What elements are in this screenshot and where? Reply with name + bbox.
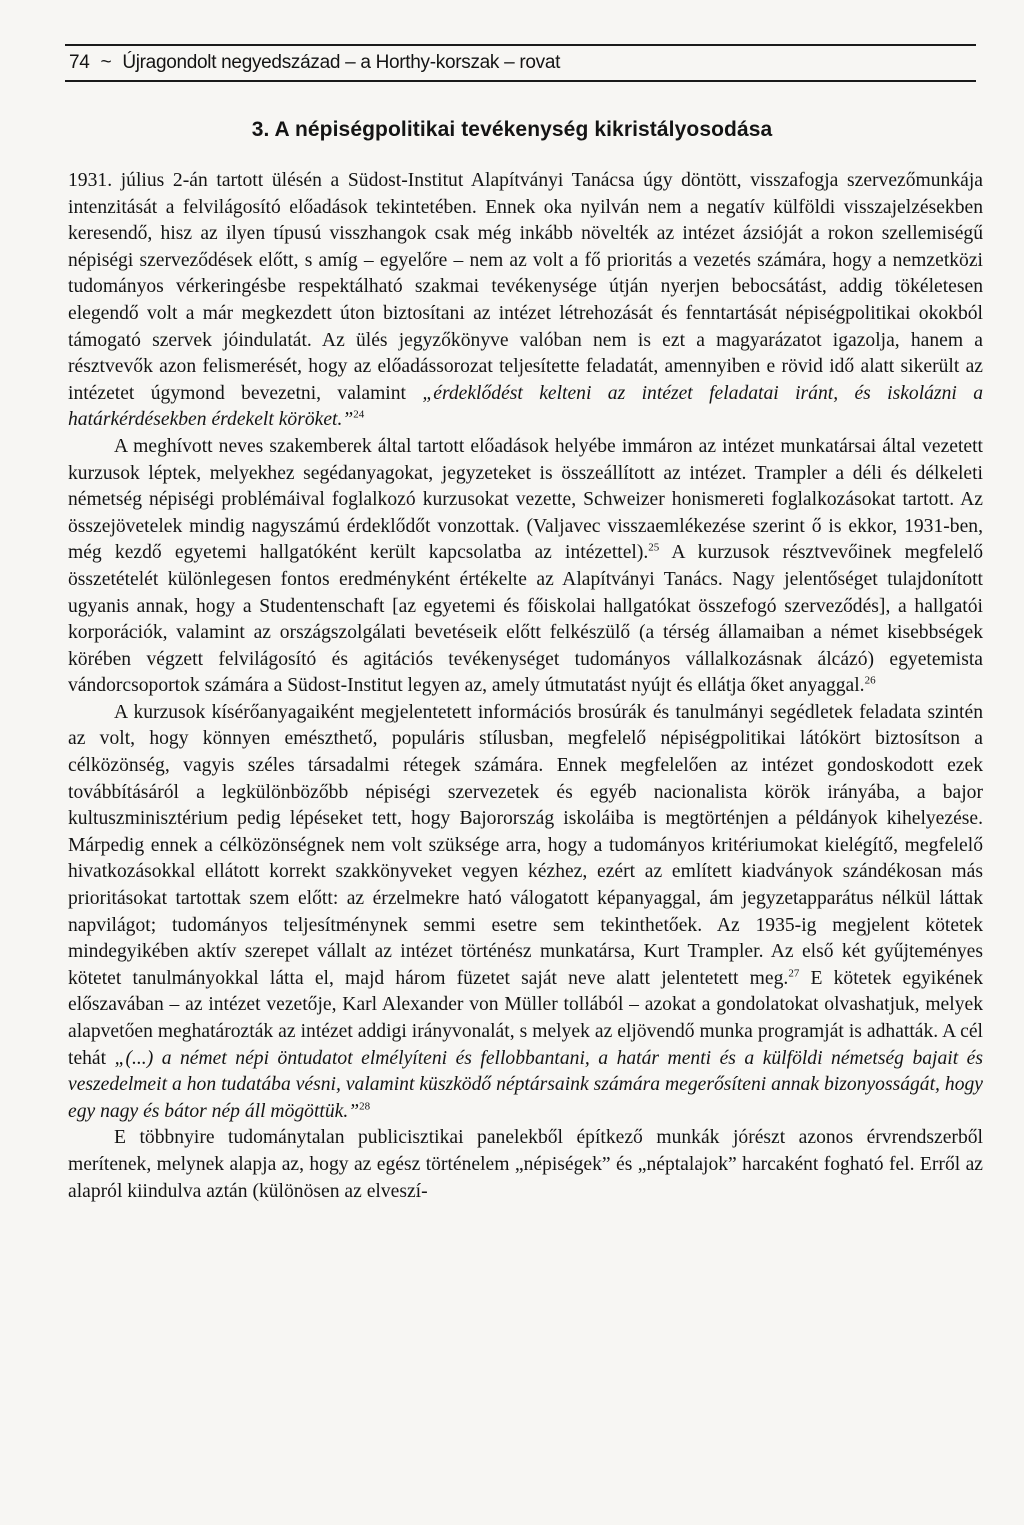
page-number: 74	[69, 52, 90, 73]
section-heading: 3. A népiségpolitikai tevékenység kikristályosodása	[251, 118, 773, 141]
italic-quote: „(...) a német népi öntudatot elmélyíteni és fellobbantani, a határ menti és a külföldi németség bajait és veszedelmeit a hon tudatába vésni, valamint küszködő néptársaink számára megerősíteni annak bizonyosságát, hogy egy nagy és bátor nép áll mögöttük.”	[68, 1047, 983, 1122]
header-separator: ~	[100, 52, 112, 73]
paragraph-text: E többnyire tudománytalan publicisztikai panelekből építkező munkák jórészt azonos érvrendszerből merítenek, melynek alapja az, hogy az egész történelem „népiségek” és „néptalajok” harcaként fogható fel. Erről az alapról kiindulva aztán (különösen az elveszí-	[68, 1127, 983, 1202]
running-header	[65, 44, 976, 82]
paragraph-4	[68, 1125, 983, 1205]
body-text	[68, 168, 983, 1205]
paragraph-1	[68, 168, 983, 434]
paragraph-text: A kurzusok résztvevőinek megfelelő összetételét különlegesen fontos eredményként értékelte az Alapítványi Tanács. Nagy jelentőséget tulajdonított ugyanis annak, hogy a Studentenschaft [az egyetemi és főiskolai hallgatókat összefogó szerveződés], a hallgatói korporációk, valamint az országszolgálati bevetéseik előtt felkészülő (a térség államaiban a német kisebbségek körében végzett felvilágosító és agitációs tevékenységet tudományos vállalkozásnak álcázó) egyetemista vándorcsoportok számára a Südost-Institut legyen az, amely útmutatást nyújt és ellátja őket anyaggal.	[68, 542, 984, 697]
italic-quote: „érdeklődést kelteni az intézet feladatai iránt, és iskolázni a határkérdésekben érdekelt köröket.”	[68, 382, 983, 431]
paragraph-text: A kurzusok kísérőanyagaiként megjelentetett információs brosúrák és tanulmányi segédletek feladata szintén az volt, hogy könnyen emészthető, populáris stílusban, megfelelő népiségpolitikai látókört biztosítson a célközönség, vagyis széles társadalmi rétegek számára. Ennek megfelelően az intézet gondoskodott ezek továbbításáról a legkülönbözőbb népiségi szervezetek és egyéb nacionalista körök irányába, a bajor kultuszminisztérium pedig lépéseket tett, hogy Bajorország iskoláiba is megtörténjen a példányok kihelyezése. Márpedig ennek a célközönségnek nem volt szüksége arra, hogy a tudományos kritériumokat kielégítő, megfelelő hivatkozásokkal ellátott korrekt szakkönyveket vegyen kézhez, ezért az említett kiadványok szándékosan más prioritásokat tartottak szem előtt: az érzelmekre ható válogatott képanyaggal, ám jegyzetapparátus nélkül láttak napvilágot; tudományos teljesítménynek semmi esetre sem tekinthetőek. Az 1935-ig megjelent kötetek mindegyikében aktív szerepet vállalt az intézet történész munkatársa, Kurt Trampler. Az első két gyűjteményes kötetet tanulmányokkal látta el, majd három füzetet saját neve alatt jelentetett meg.	[68, 701, 983, 989]
paragraph-2	[68, 434, 983, 700]
footnote-ref-27[interactable]: 27	[788, 967, 800, 980]
footnote-ref-26[interactable]: 26	[864, 674, 876, 687]
paragraph-text: E kötetek egyikének előszavában – az intézet vezetője, Karl Alexander von Müller tollából – azokat a gondolatokat olvashatjuk, melyek alapvetően meghatározták az intézet addigi irányvonalát, s melyek az eljövendő munka programját is adhatták. A cél tehát	[68, 967, 984, 1069]
paragraph-text: A meghívott neves szakemberek által tartott előadások helyébe immáron az intézet munkatársai által vezetett kurzusok léptek, melyekhez segédanyagokat, jegyzeteket is összeállított az intézet. Trampler a déli és délkeleti németség népiségi problémáival foglalkozó kurzusokat vezette, Schweizer honismereti foglalkozásokat tartott. Az összejövetelek mindig nagyszámú érdeklődőt vonzottak. (Valjavec visszaemlékezése szerint ő is ekkor, 1931-ben, még kezdő egyetemi hallgatóként került kapcsolatba az intézettel).	[68, 435, 983, 564]
footnote-ref-24[interactable]: 24	[353, 408, 365, 421]
footnote-ref-25[interactable]: 25	[648, 541, 660, 554]
footnote-ref-28[interactable]: 28	[359, 1100, 371, 1113]
paragraph-3	[68, 700, 983, 1126]
paragraph-text: 1931. július 2-án tartott ülésén a Südost-Institut Alapítványi Tanácsa úgy döntött, visszafogja szervezőmunkája intenzitását a felvilágosító előadások tekintetében. Ennek oka nyilván nem a negatív külföldi visszajelzésekben keresendő, hisz az ilyen típusú visszhangok csak még inkább növelték az intézet ázsióját a rokon szellemiségű népiségi szerveződések előtt, s amíg – egyelőre – nem az volt a fő prioritás a vezetés számára, hogy a nemzetközi tudományos vérkeringésbe respektálható szakmai tevékenysége útján nyerjen bebocsátást, addig tökéletesen elegendő volt a már megkezdett úton biztosítani az intézet létrehozását és fenntartását népiségpolitikai okokból támogató szervek jóindulatát. Az ülés jegyzőkönyve valóban nem is ezt a magyarázatot igazolja, hanem a résztvevők azon felismerését, hogy az előadássorozat teljesítette feladatát, amennyiben e rövid idő alatt sikerült az intézetet úgymond bevezetni, valamint	[68, 170, 983, 404]
running-title: Újragondolt negyedszázad – a Horthy-korszak – rovat	[122, 52, 561, 73]
